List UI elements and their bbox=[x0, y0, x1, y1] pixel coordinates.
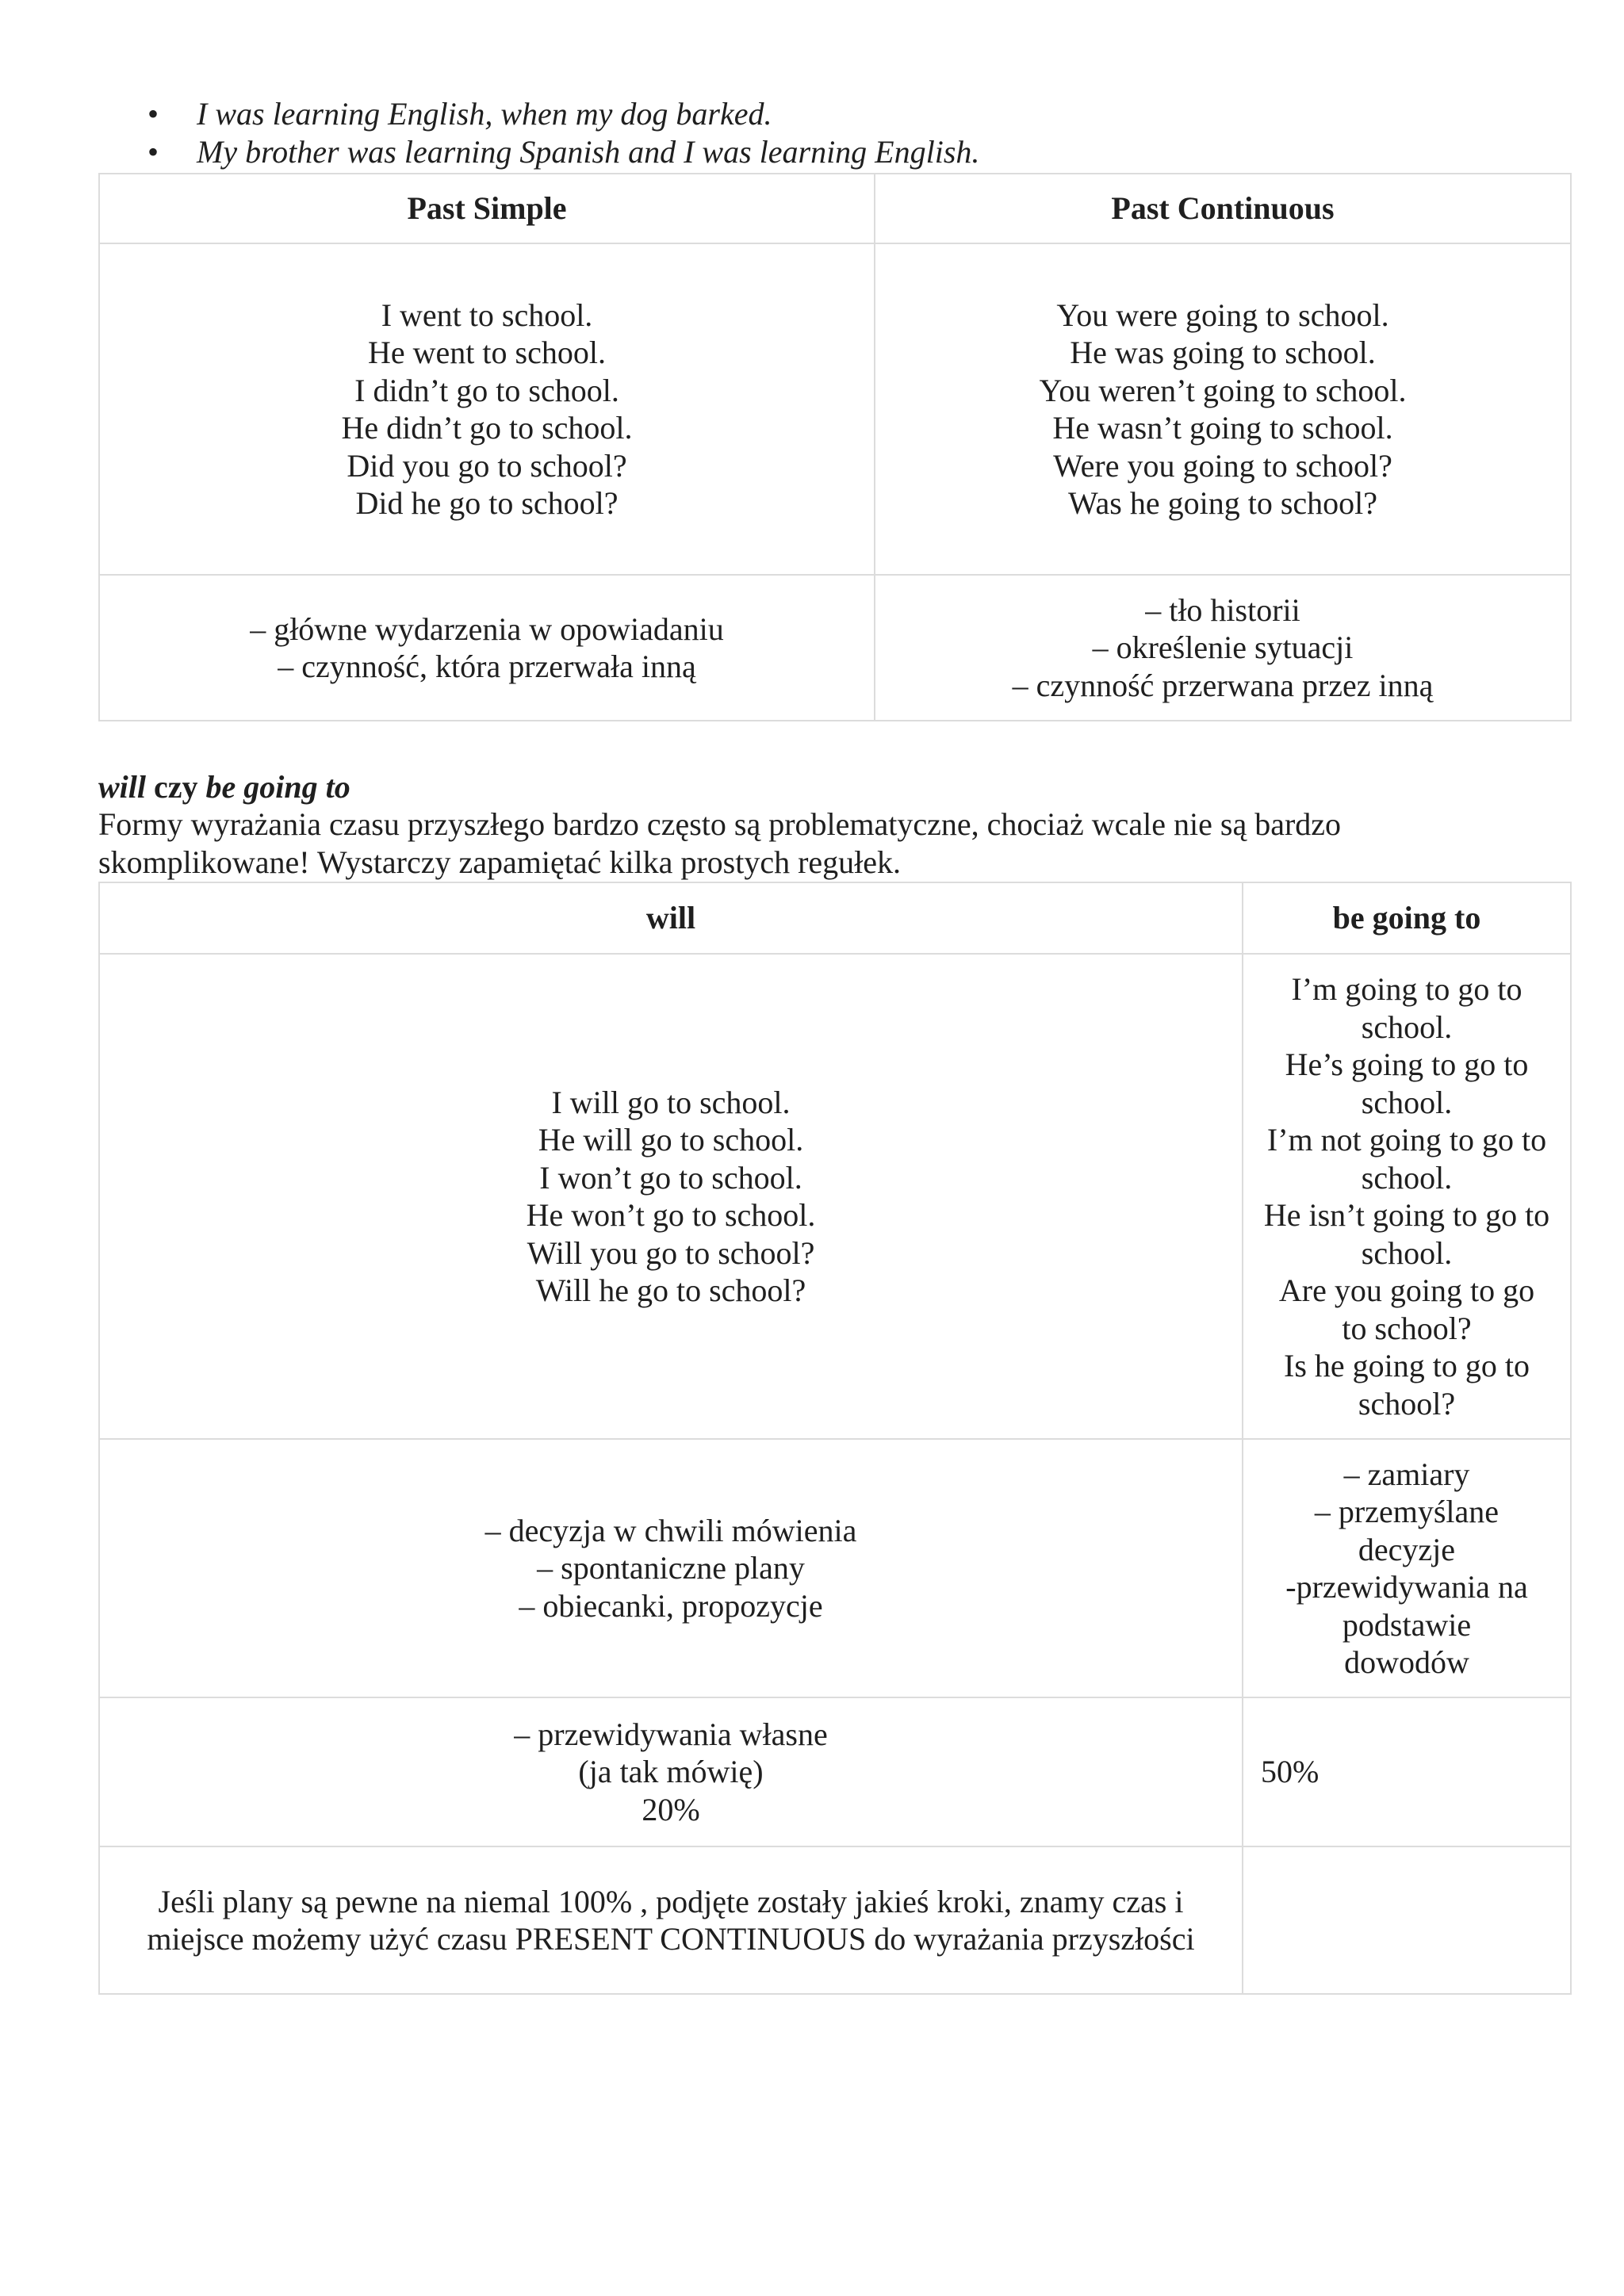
usage-line: -przewidywania na bbox=[1285, 1569, 1528, 1605]
usage-line: – spontaniczne plany bbox=[537, 1550, 805, 1586]
intro-line: skomplikowane! Wystarczy zapamiętać kilka prostych regułek. bbox=[98, 844, 902, 880]
intro-line: Formy wyrażania czasu przyszłego bardzo często są problematyczne, chociaż wcale nie są bardzo bbox=[98, 806, 1342, 842]
past-simple-usage bbox=[99, 575, 875, 721]
present-continuous-note bbox=[99, 1846, 1243, 1994]
example-line: school. bbox=[1361, 1084, 1453, 1120]
header-will: will bbox=[99, 882, 1243, 954]
past-simple-examples bbox=[99, 243, 875, 575]
table-row bbox=[99, 1846, 1571, 1994]
example-line: He’s going to go to bbox=[1285, 1047, 1529, 1082]
empty-cell bbox=[1243, 1846, 1571, 1994]
usage-line: – tło historii bbox=[1145, 591, 1300, 628]
future-forms-table bbox=[98, 882, 1572, 1995]
be-going-to-percentage: 50% bbox=[1243, 1697, 1571, 1846]
example-line: He wasn’t going to school. bbox=[1052, 410, 1393, 446]
usage-line: decyzje bbox=[1358, 1531, 1456, 1567]
usage-line: – przemyślane bbox=[1314, 1494, 1500, 1529]
header-past-continuous: Past Continuous bbox=[875, 174, 1571, 243]
example-line: I’m not going to go to bbox=[1266, 1122, 1547, 1158]
usage-line: – czynność, która przerwała inną bbox=[278, 649, 696, 684]
usage-line: dowodów bbox=[1344, 1644, 1469, 1680]
percentage-value: 20% bbox=[642, 1791, 700, 1827]
usage-line: podstawie bbox=[1342, 1606, 1472, 1643]
example-line: to school? bbox=[1342, 1310, 1472, 1346]
table-row bbox=[99, 575, 1571, 721]
example-line: He isn’t going to go to bbox=[1263, 1197, 1550, 1233]
table-row bbox=[99, 1697, 1571, 1846]
example-line: I’m going to go to bbox=[1291, 971, 1522, 1007]
example-line: Was he going to school? bbox=[1067, 485, 1378, 521]
table-row bbox=[99, 243, 1571, 575]
example-sentence bbox=[98, 95, 1570, 133]
be-going-to-usage bbox=[1243, 1439, 1571, 1697]
example-sentence-list bbox=[98, 95, 1570, 171]
example-line: Is he going to go to bbox=[1284, 1348, 1530, 1383]
usage-line: – obiecanki, propozycje bbox=[519, 1587, 823, 1624]
usage-line: (ja tak mówię) bbox=[578, 1754, 764, 1790]
usage-line: – określenie sytuacji bbox=[1092, 629, 1354, 666]
example-line: I didn’t go to school. bbox=[354, 372, 619, 408]
example-line: I won’t go to school. bbox=[539, 1159, 802, 1196]
usage-line: – decyzja w chwili mówienia bbox=[485, 1512, 857, 1548]
example-sentence bbox=[98, 133, 1570, 171]
example-line: I will go to school. bbox=[551, 1084, 791, 1120]
example-sentence-text: My brother was learning Spanish and I was learning English. bbox=[197, 134, 980, 170]
example-line: Will he go to school? bbox=[535, 1272, 806, 1308]
heading-czy: czy bbox=[146, 769, 206, 805]
example-line: He didn’t go to school. bbox=[341, 410, 633, 446]
past-continuous-usage bbox=[875, 575, 1571, 721]
usage-line: – zamiary bbox=[1343, 1456, 1470, 1492]
table-header-row bbox=[99, 174, 1571, 243]
header-past-simple: Past Simple bbox=[99, 174, 875, 243]
will-examples bbox=[99, 954, 1243, 1439]
example-line: school? bbox=[1358, 1385, 1456, 1422]
example-line: school. bbox=[1361, 1234, 1453, 1271]
note-line: Jeśli plany są pewne na niemal 100% , podjęte zostały jakieś kroki, znamy czas i bbox=[158, 1883, 1184, 1919]
table-header-row bbox=[99, 882, 1571, 954]
usage-line: – przewidywania własne bbox=[514, 1716, 828, 1752]
bullet-icon: • bbox=[147, 96, 159, 132]
usage-line: – główne wydarzenia w opowiadaniu bbox=[250, 610, 724, 647]
section-heading bbox=[98, 769, 1570, 806]
example-line: He will go to school. bbox=[538, 1122, 804, 1158]
example-line: I went to school. bbox=[381, 297, 593, 333]
example-line: Are you going to go bbox=[1278, 1272, 1535, 1308]
bullet-icon: • bbox=[147, 134, 159, 170]
note-line: miejsce możemy użyć czasu PRESENT CONTINUOUS do wyrażania przyszłości bbox=[147, 1921, 1195, 1957]
example-line: He went to school. bbox=[368, 335, 606, 370]
intro-paragraph bbox=[98, 806, 1570, 882]
heading-be-going-to: be going to bbox=[205, 769, 350, 805]
table-row bbox=[99, 1439, 1571, 1697]
document-page bbox=[98, 95, 1570, 1995]
usage-line: – czynność przerwana przez inną bbox=[1012, 667, 1434, 703]
example-line: He won’t go to school. bbox=[526, 1197, 816, 1233]
past-continuous-examples bbox=[875, 243, 1571, 575]
example-line: You were going to school. bbox=[1056, 297, 1389, 333]
heading-will: will bbox=[98, 769, 147, 805]
be-going-to-examples bbox=[1243, 954, 1571, 1439]
example-sentence-text: I was learning English, when my dog barked. bbox=[197, 96, 772, 132]
example-line: Were you going to school? bbox=[1053, 447, 1392, 484]
example-line: Did you go to school? bbox=[347, 447, 627, 484]
example-line: school. bbox=[1361, 1159, 1453, 1196]
will-usage bbox=[99, 1439, 1243, 1697]
example-line: You weren’t going to school. bbox=[1039, 372, 1407, 408]
table-row bbox=[99, 954, 1571, 1439]
example-line: Will you go to school? bbox=[527, 1234, 815, 1271]
header-be-going-to: be going to bbox=[1243, 882, 1571, 954]
will-prediction bbox=[99, 1697, 1243, 1846]
example-line: He was going to school. bbox=[1070, 335, 1376, 370]
example-line: Did he go to school? bbox=[355, 485, 619, 521]
past-tenses-table bbox=[98, 173, 1572, 721]
example-line: school. bbox=[1361, 1008, 1453, 1045]
